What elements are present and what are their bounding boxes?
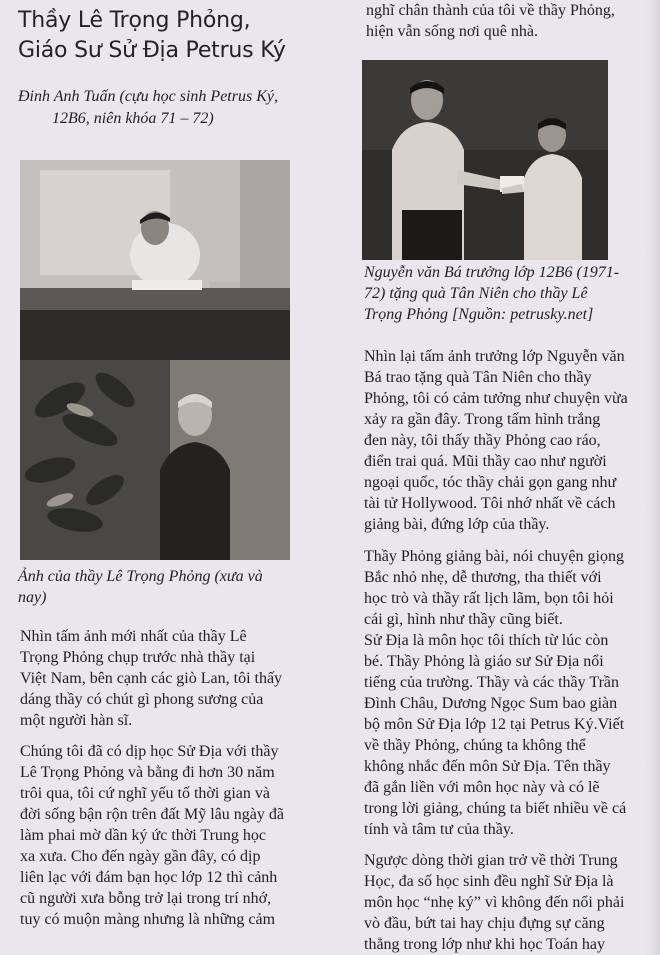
gift-photo-art	[362, 60, 608, 260]
title-line: Thầy Lê Trọng Phỏng,	[18, 8, 251, 33]
text-line: đời sống bận rộn trên đất Mỹ lâu ngày đã	[20, 806, 284, 823]
text-line: Bá trao tặng quà Tân Niên cho thầy	[364, 369, 592, 386]
present-photo-art	[20, 360, 290, 560]
text-line: Đình Châu, Dương Ngọc Sum bao giàn	[364, 695, 618, 712]
text-line: vò đầu, bứt tai hay chịu đựng sự căng	[364, 915, 605, 932]
caption-line: 72) tặng quà Tân Niên cho thầy Lê	[364, 285, 588, 302]
text-line: xa xưa. Cho đến ngày gần đây, có dịp	[20, 848, 261, 865]
text-line: bé. Thầy Phỏng là giáo sư Sử Địa nổi	[364, 653, 604, 670]
right-paragraph-3	[364, 850, 624, 955]
bleed-through-edge	[646, 0, 660, 955]
text-line: Sử Địa là môn học tôi thích từ lúc còn	[364, 632, 609, 649]
text-line: tính và tâm tư của thầy.	[364, 821, 514, 838]
text-line: Học, đa số học sinh đều nghĩ Sử Địa là	[364, 873, 614, 890]
caption-line: Nguyễn văn Bá trưởng lớp 12B6 (1971-	[364, 264, 620, 281]
text-line: cũ người xưa bỗng trở lại trong trí nhớ,	[20, 890, 272, 907]
text-line: liên lạc với đám bạn học lớp 12 thì cảnh	[20, 869, 278, 886]
text-line: Nhìn tấm ảnh mới nhất của thầy Lê	[20, 628, 247, 645]
caption-line: Trọng Phỏng [Nguồn: petrusky.net]	[364, 306, 594, 323]
text-line: học trò và thầy rất lịch lãm, bọn tôi hỏi	[364, 590, 614, 607]
text-line: làm phai mờ dần ký ức thời Trung học	[20, 827, 267, 844]
text-line: cái gì, hình như thầy cũng biết.	[364, 611, 563, 628]
article-title	[18, 6, 338, 66]
photo-present-day	[20, 360, 290, 560]
text-line: tiếng của trường. Thầy và các thầy Trần	[364, 674, 619, 691]
text-line: dáng thầy có chút gì phong sương của	[20, 691, 264, 708]
right-paragraph-1	[364, 346, 628, 535]
text-line: bộ môn Sử Địa lớp 12 tại Petrus Ký.Viết	[364, 716, 625, 733]
text-line: Việt Nam, bên cạnh các giò Lan, tôi thấy	[20, 670, 283, 687]
text-line: không nhắc đến môn Sử Địa. Tên thầy	[364, 758, 611, 775]
text-line: một người hàn sĩ.	[20, 712, 133, 729]
text-line: đã gắn liền với môn học này và có lẽ	[364, 779, 600, 796]
text-line: Ngược dòng thời gian trở về thời Trung	[364, 852, 618, 869]
text-line: Phỏng, tôi có cảm tưởng như chuyện vừa	[364, 390, 628, 407]
text-line: trong lời giảng, chúng ta biết nhiều về cá	[364, 800, 627, 817]
text-line: tuy có muộn màng nhưng là những cảm	[20, 911, 276, 928]
text-line: tài tử Hollywood. Tôi nhớ nhất về cách	[364, 495, 616, 512]
text-line: đen này, tôi thấy thầy Phỏng cao ráo,	[364, 432, 601, 449]
photo-classroom	[20, 160, 290, 360]
text-line: Trọng Phỏng chụp trước nhà thầy tại	[20, 649, 256, 666]
text-line: nghĩ chân thành của tôi về thầy Phỏng,	[366, 2, 615, 19]
left-photo-caption	[18, 566, 336, 608]
text-line: trôi qua, tôi cứ nghĩ yếu tố thời gian và	[20, 785, 270, 802]
left-paragraph-1	[20, 626, 282, 731]
right-photo-caption	[364, 262, 654, 325]
byline-line: Đinh Anh Tuấn (cựu học sinh Petrus Ký,	[18, 88, 278, 105]
text-line: về thầy Phỏng, chúng ta không thể	[364, 737, 586, 754]
title-line: Giáo Sư Sử Địa Petrus Ký	[18, 38, 286, 63]
text-line: môn học “nhẹ ký” vì không đến nổi phải	[364, 894, 625, 911]
caption-line: Ảnh của thầy Lê Trọng Phỏng (xưa và	[18, 568, 263, 585]
caption-line: nay)	[18, 589, 47, 606]
text-line: hiện vẫn sống nơi quê nhà.	[366, 23, 538, 40]
text-line: điển trai quá. Mũi thầy cao như người	[364, 453, 607, 470]
byline-line: 12B6, niên khóa 71 – 72)	[52, 110, 214, 127]
right-paragraph-2	[364, 546, 626, 840]
text-line: Chúng tôi đã có dịp học Sử Địa với thầy	[20, 743, 279, 760]
text-line: Lê Trọng Phỏng và bằng đi hơn 30 năm	[20, 764, 275, 781]
text-line: ngoại quốc, tóc thầy chải gọn gang như	[364, 474, 617, 491]
text-line: Nhìn lại tấm ảnh trưởng lớp Nguyễn văn	[364, 348, 625, 365]
author-byline	[18, 86, 318, 130]
right-continuation-text	[366, 0, 615, 42]
text-line: giảng bài, đứng lớp của thầy.	[364, 516, 550, 533]
text-line: xảy ra gần đây. Trong tấm hình trắng	[364, 411, 601, 428]
text-line: Thầy Phỏng giảng bài, nói chuyện giọng	[364, 548, 624, 565]
left-paragraph-2	[20, 741, 284, 930]
text-line: thẳng trong lớp như khi học Toán hay	[364, 936, 606, 953]
photo-gift-giving	[362, 60, 608, 260]
text-line: Bắc nhỏ nhẹ, dễ thương, tha thiết với	[364, 569, 602, 586]
classroom-photo-art	[20, 160, 290, 360]
